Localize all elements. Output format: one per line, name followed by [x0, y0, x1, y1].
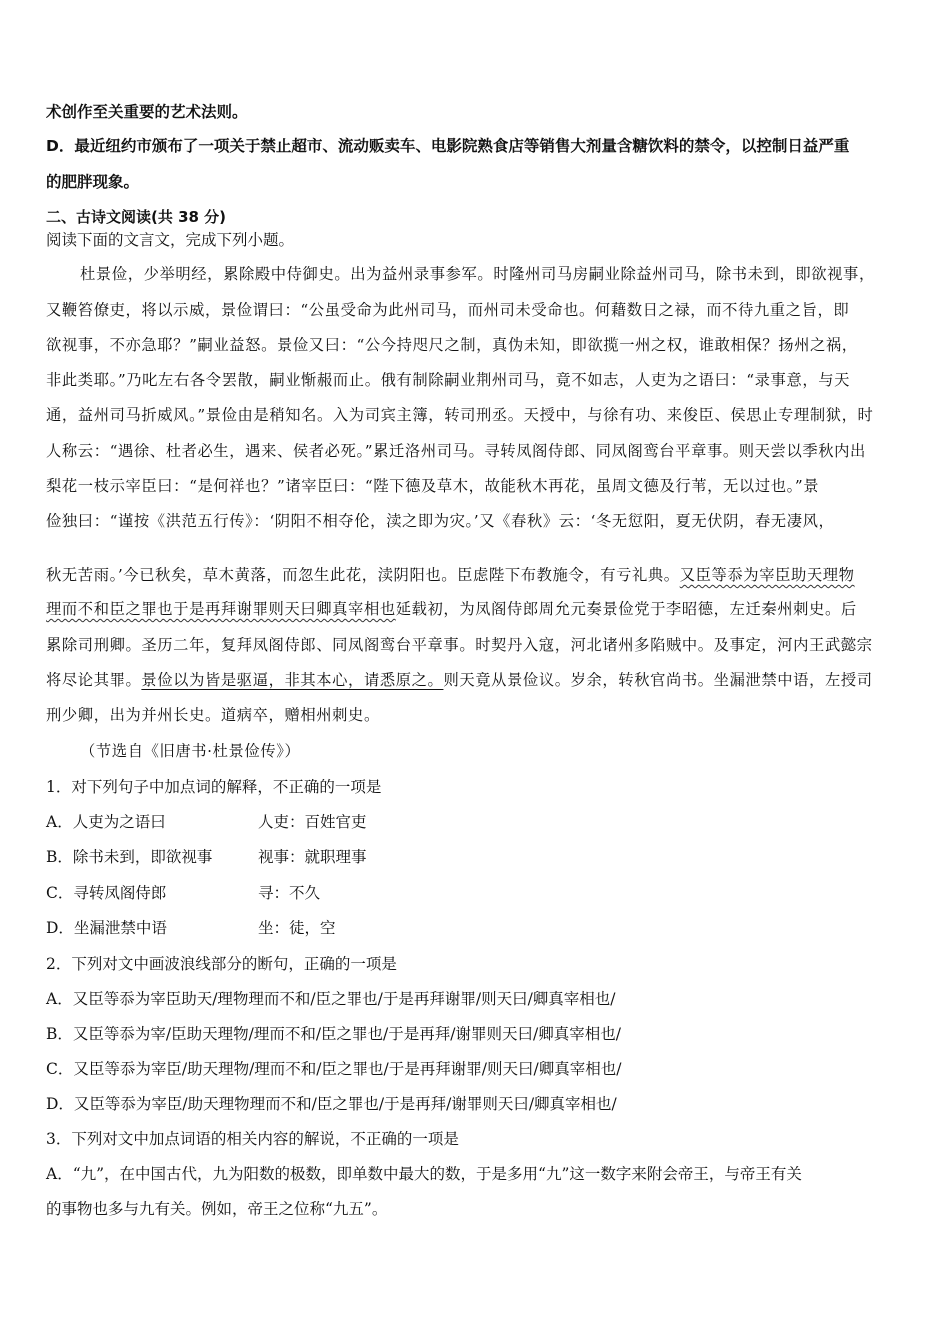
question-2-stem: 2．下列对文中画波浪线部分的断句，正确的一项是 [46, 955, 397, 973]
question-1-option-a [46, 811, 906, 833]
question-1-option-c [46, 882, 906, 904]
question-1-option-b [46, 846, 906, 868]
section-title: 二、古诗文阅读(共 38 分) [46, 208, 227, 226]
question-3-option-a-line1: A．“九”，在中国古代，九为阳数的极数，即单数中最大的数，于是多用“九”这一数字来附会帝王，与帝王有关 [46, 1165, 802, 1183]
question-3-stem: 3．下列对文中加点词语的相关内容的解说，不正确的一项是 [46, 1130, 459, 1148]
passage-line: 人称云：“遇徐、杜者必生，遇来、侯者必死。”累迁洛州司马。寻转凤阁侍郎、同凤阁鸾台平章事。则天尝以季秋内出 [46, 442, 866, 460]
passage-line: 欲视事，不亦急耶？”嗣业益怒。景俭又曰：“公今持咫尺之制，真伪未知，即欲揽一州之权，谁敢相保？扬州之祸， [46, 336, 858, 354]
passage-line: 刑少卿，出为并州长史。道病卒，赠相州刺史。 [46, 706, 380, 724]
passage-line: 非此类耶。”乃叱左右各令罢散，嗣业惭赧而止。俄有制除嗣业荆州司马，竟不如志，人吏为之语曰：“录事意，与天 [46, 371, 851, 389]
passage-text: 则天竟从景俭议。岁余，转秋官尚书。坐漏泄禁中语，左授司 [443, 671, 873, 689]
question-1-option-d [46, 917, 906, 939]
option-gloss: 坐：徒，空 [258, 919, 336, 937]
wavy-underlined-text: 又臣等忝为宰臣助天理物 [679, 566, 855, 584]
question-2-option-a: A．又臣等忝为宰臣助天/理物理而不和/臣之罪也/于是再拜谢罪/则天曰/卿真宰相也/ [46, 990, 616, 1008]
wavy-underlined-text: 理而不和臣之罪也于是再拜谢罪则天曰卿真宰相也 [46, 600, 396, 618]
option-gloss: 人吏：百姓官吏 [258, 813, 367, 831]
prev-option-c-tail: 术创作至关重要的艺术法则。 [46, 103, 248, 121]
question-2-option-b: B．又臣等忝为宰/臣助天理物/理而不和/臣之罪也/于是再拜/谢罪则天曰/卿真宰相也/ [46, 1025, 621, 1043]
passage-line: 又鞭笞僚吏，将以示威，景俭谓曰：“公虽受命为此州司马，而州司未受命也。何藉数日之禄，而不待九重之旨，即 [46, 301, 850, 319]
prev-option-d-line1: D．最近纽约市颁布了一项关于禁止超市、流动贩卖车、电影院熟食店等销售大剂量含糖饮料的禁令，以控制日益严重 [46, 137, 850, 155]
passage-text: 将尽论其罪。 [46, 671, 142, 689]
passage-text: 延载初，为凤阁侍郎周允元奏景俭党于李昭德，左迁秦州刺史。后 [395, 600, 857, 618]
question-1-stem: 1．对下列句子中加点词的解释，不正确的一项是 [46, 778, 382, 796]
option-gloss: 视事：就职理事 [258, 848, 367, 866]
question-3-option-a-line2: 的事物也多与九有关。例如，帝王之位称“九五”。 [46, 1200, 388, 1218]
option-sentence: A．人吏为之语曰 [46, 813, 166, 831]
passage-line: 梨花一枝示宰臣曰：“是何祥也？”诸宰臣曰：“陛下德及草木，故能秋木再花，虽周文德及行苇，无以过也。”景 [46, 477, 820, 495]
underlined-sentence: 景俭以为皆是驱逼，非其本心，请悉原之。 [141, 671, 444, 689]
passage-line [46, 598, 906, 620]
question-2-option-d: D．又臣等忝为宰臣/助天理物理而不和/臣之罪也/于是再拜/谢罪则天曰/卿真宰相也/ [46, 1095, 617, 1113]
passage-line [46, 564, 906, 586]
option-sentence: D．坐漏泄禁中语 [46, 919, 167, 937]
option-gloss: 寻：不久 [258, 884, 321, 902]
passage-line: 俭独曰：“谨按《洪范五行传》：‘阴阳不相夺伦，渎之即为灾。’又《春秋》云：‘冬无愆阳，夏无伏阴，春无凄风， [46, 512, 835, 530]
option-sentence: C．寻转凤阁侍郎 [46, 884, 167, 902]
passage-line: 累除司刑卿。圣历二年，复拜凤阁侍郎、同凤阁鸾台平章事。时契丹入寇，河北诸州多陷贼中。及事定，河内王武懿宗 [46, 636, 873, 654]
question-2-option-c: C．又臣等忝为宰臣/助天理物/理而不和/臣之罪也/于是再拜谢罪/则天曰/卿真宰相也/ [46, 1060, 622, 1078]
instruction: 阅读下面的文言文，完成下列小题。 [46, 231, 295, 249]
prev-option-d-line2: 的肥胖现象。 [46, 173, 140, 191]
passage-line [46, 669, 906, 691]
passage-source: （节选自《旧唐书·杜景俭传》） [80, 742, 301, 760]
passage-line: 通，益州司马折威风。”景俭由是稍知名。入为司宾主簿，转司刑丞。天授中，与徐有功、来俊臣、侯思止专理制狱，时 [46, 406, 874, 424]
option-sentence: B．除书未到，即欲视事 [46, 848, 213, 866]
passage-line: 杜景俭，少举明经，累除殿中侍御史。出为益州录事参军。时隆州司马房嗣业除益州司马，除书未到，即欲视事， [80, 265, 875, 283]
passage-text: 秋无苦雨。’今已秋矣，草木黄落，而忽生此花，渎阴阳也。臣虑陛下布教施令，有亏礼典。 [46, 566, 680, 584]
